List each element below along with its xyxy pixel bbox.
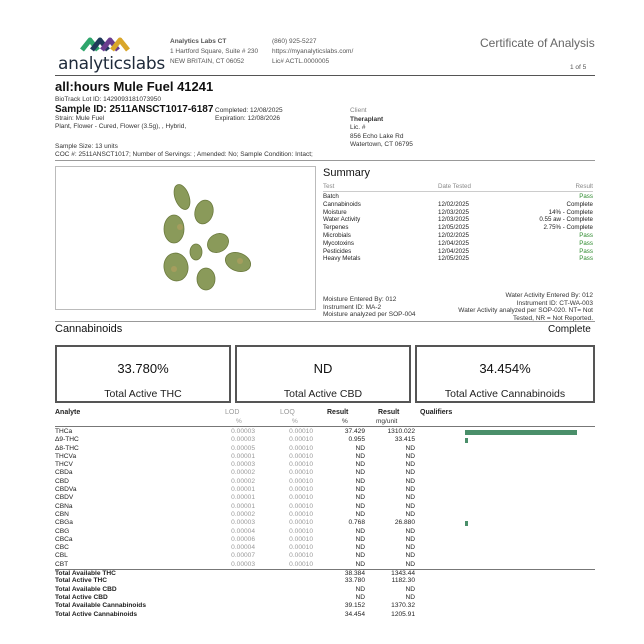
analyte-pct: ND — [355, 535, 365, 543]
analyte-name: CBCa — [55, 535, 73, 543]
summary-test: Water Activity — [323, 216, 361, 224]
strain: Strain: Mule Fuel — [55, 115, 105, 122]
total-cbd-value: ND — [313, 361, 333, 376]
header-divider — [55, 75, 595, 76]
analyte-pct: ND — [355, 452, 365, 460]
summary-date: 12/03/2025 — [438, 208, 469, 216]
total-mg: ND — [405, 593, 415, 601]
summary-test: Moisture — [323, 208, 347, 216]
analyte-lod: 0.00006 — [231, 535, 255, 543]
analyte-bar — [465, 430, 577, 435]
col-loq: LOQ — [280, 409, 295, 416]
summary-date: 12/05/2025 — [438, 224, 469, 232]
product-name: all:hours Mule Fuel 41241 — [55, 79, 214, 94]
total-name: Total Available Cannabinoids — [55, 602, 146, 610]
analyte-lod: 0.00003 — [231, 560, 255, 568]
analyte-loq: 0.00010 — [289, 428, 313, 435]
analyte-row — [55, 519, 595, 527]
empty-cell — [255, 602, 313, 610]
lab-info: Analytics Labs CT 1 Hartford Square, Suite # 230 NEW BRITAIN, CT 06052 — [170, 38, 259, 65]
analyte-table — [55, 428, 595, 619]
analyte-row — [55, 503, 595, 511]
analyte-lod: 0.00002 — [231, 469, 255, 477]
summary-date: 12/02/2025 — [438, 231, 469, 239]
analyte-mg: ND — [405, 552, 415, 560]
analyte-name: CBGa — [55, 519, 73, 527]
analyte-lod: 0.00004 — [231, 544, 255, 552]
summary-row — [323, 193, 593, 201]
analyte-row — [55, 486, 595, 494]
total-mg: 1370.32 — [391, 602, 415, 610]
total-pct: 34.454 — [344, 610, 365, 618]
summary-result: Pass — [579, 231, 593, 239]
total-pct: ND — [355, 593, 365, 601]
empty-cell — [255, 611, 313, 619]
empty-cell — [195, 577, 255, 585]
analyte-pct: 37.429 — [344, 428, 365, 435]
total-cannabinoids-box — [415, 345, 595, 403]
analyte-pct: 0.768 — [348, 519, 365, 527]
analyte-lod: 0.00001 — [231, 486, 255, 494]
summary-result: Pass — [579, 193, 593, 200]
unit-mg: mg/unit — [376, 418, 398, 425]
analyte-pct: ND — [355, 560, 365, 568]
total-cannabinoids-label: Total Active Cannabinoids — [444, 388, 566, 400]
analyte-row — [55, 552, 595, 560]
analyte-mg: ND — [405, 535, 415, 543]
analyte-pct: 0.955 — [348, 436, 365, 444]
analyte-lod: 0.00002 — [231, 477, 255, 485]
analyte-pct: ND — [355, 486, 365, 494]
analyte-mg: 33.415 — [394, 436, 415, 444]
analyte-name: Δ8-THC — [55, 444, 79, 452]
analyte-loq: 0.00010 — [289, 469, 313, 477]
total-cannabinoids-value: 34.454% — [479, 361, 531, 376]
analyte-loq: 0.00010 — [289, 544, 313, 552]
analyte-loq: 0.00010 — [289, 560, 313, 568]
moisture-note: Moisture Entered By: 012 Instrument ID: MA-2 Moisture analyzed per SOP-004 — [323, 296, 416, 318]
analyte-name: CBD — [55, 477, 69, 485]
analyte-row — [55, 436, 595, 444]
water-activity-note: Water Activity Entered By: 012 Instrument ID: CT-WA-003 Water Activity analyzed per SOP-020. NT= Not Tested, NR = Not Reported. — [458, 292, 593, 322]
analyte-pct: ND — [355, 527, 365, 535]
empty-cell — [255, 594, 313, 602]
total-row — [55, 594, 595, 602]
analyte-loq: 0.00010 — [289, 535, 313, 543]
summary-row — [323, 201, 593, 209]
analyte-pct: ND — [355, 469, 365, 477]
analyte-mg: ND — [405, 544, 415, 552]
summary-result: Pass — [579, 239, 593, 247]
total-name: Total Active THC — [55, 577, 108, 585]
analyte-mg: 1310.022 — [387, 428, 415, 435]
analyte-pct: ND — [355, 494, 365, 502]
analyte-loq: 0.00010 — [289, 494, 313, 502]
empty-cell — [195, 586, 255, 594]
analyte-row — [55, 461, 595, 469]
empty-cell — [255, 586, 313, 594]
analyte-bar — [465, 438, 468, 443]
summary-result: 14% - Complete — [548, 208, 593, 216]
analyte-mg: ND — [405, 527, 415, 535]
summary-result: Complete — [566, 200, 593, 208]
analyte-lod: 0.00002 — [231, 510, 255, 518]
analyte-name: CBDV — [55, 494, 74, 502]
unit-lod: % — [236, 418, 242, 425]
analyte-lod: 0.00003 — [231, 461, 255, 469]
analyte-mg: ND — [405, 469, 415, 477]
total-row — [55, 611, 595, 619]
analyte-loq: 0.00010 — [289, 436, 313, 444]
section-divider — [55, 321, 595, 322]
analyte-loq: 0.00010 — [289, 552, 313, 560]
empty-cell — [195, 611, 255, 619]
summary-test: Batch — [323, 193, 339, 200]
analyte-row — [55, 544, 595, 552]
total-row — [55, 586, 595, 594]
analyte-loq: 0.00010 — [289, 486, 313, 494]
analyte-row — [55, 428, 595, 436]
analyte-name: THCa — [55, 428, 73, 435]
analyte-mg: ND — [405, 486, 415, 494]
total-name: Total Active CBD — [55, 593, 108, 601]
product-type: Plant, Flower - Cured, Flower (3.5g), , Hybrid, — [55, 123, 187, 130]
analyte-loq: 0.00010 — [289, 444, 313, 452]
analyte-mg: ND — [405, 502, 415, 510]
analyte-mg: ND — [405, 494, 415, 502]
analyte-pct: ND — [355, 502, 365, 510]
product-divider — [55, 160, 595, 161]
summary-header: Test Date Tested Result — [323, 183, 593, 190]
col-result-pct: Result — [327, 409, 349, 416]
summary-result: 2.75% - Complete — [543, 224, 593, 232]
summary-result: Pass — [579, 247, 593, 255]
analyte-row — [55, 536, 595, 544]
logo-text: analyticslabs — [58, 54, 165, 74]
total-row — [55, 602, 595, 610]
total-row — [55, 577, 595, 585]
summary-title: Summary — [323, 167, 371, 179]
analyte-loq: 0.00010 — [289, 477, 313, 485]
completed-date: Completed: 12/08/2025 — [215, 107, 283, 114]
analyte-row — [55, 445, 595, 453]
total-pct: 38.384 — [344, 570, 365, 578]
summary-row — [323, 240, 593, 248]
analyte-mg: ND — [405, 477, 415, 485]
coc-info: COC #: 2511ANSCT1017; Number of Servings: ; Amended: No; Sample Condition: Intact; — [55, 151, 313, 158]
analyte-mg: 26.880 — [394, 519, 415, 527]
total-cbd-label: Total Active CBD — [283, 388, 363, 400]
analyte-name: CBDa — [55, 469, 73, 477]
analyte-pct: ND — [355, 477, 365, 485]
document-title: Certificate of Analysis — [480, 36, 595, 50]
summary-test: Mycotoxins — [323, 239, 354, 247]
total-pct: 39.152 — [344, 602, 365, 610]
col-result-mg: Result — [378, 409, 400, 416]
page-number: 1 of 5 — [570, 64, 587, 71]
analyte-lod: 0.00007 — [231, 552, 255, 560]
summary-row — [323, 255, 593, 263]
summary-result: 0.55 aw - Complete — [539, 216, 593, 224]
analyte-lod: 0.00004 — [231, 527, 255, 535]
empty-cell — [195, 602, 255, 610]
summary-date: 12/02/2025 — [438, 200, 469, 208]
analyte-row — [55, 469, 595, 477]
summary-row — [323, 209, 593, 217]
empty-cell — [255, 577, 313, 585]
total-mg: 1343.44 — [391, 570, 415, 578]
analyte-lod: 0.00001 — [231, 452, 255, 460]
summary-test: Cannabinoids — [323, 200, 361, 208]
total-row — [55, 569, 595, 577]
analyte-name: CBNa — [55, 502, 73, 510]
total-name: Total Active Cannabinoids — [55, 610, 138, 618]
analyte-mg: ND — [405, 510, 415, 518]
analyte-lod: 0.00003 — [231, 436, 255, 444]
analyte-name: CBG — [55, 527, 70, 535]
total-name: Total Available CBD — [55, 585, 117, 593]
summary-row — [323, 232, 593, 240]
analyte-loq: 0.00010 — [289, 452, 313, 460]
sample-size: Sample Size: 13 units — [55, 143, 118, 150]
cannabinoids-title: Cannabinoids — [55, 323, 123, 335]
total-thc-box — [55, 345, 231, 403]
analyte-name: CBC — [55, 544, 69, 552]
total-cbd-box — [235, 345, 411, 403]
summary-date: 12/05/2025 — [438, 255, 469, 263]
analyte-mg: ND — [405, 452, 415, 460]
summary-table — [323, 182, 593, 263]
analyte-pct: ND — [355, 444, 365, 452]
total-thc-value: 33.780% — [117, 361, 169, 376]
col-lod: LOD — [225, 409, 240, 416]
summary-test: Heavy Metals — [323, 255, 361, 263]
summary-test: Microbials — [323, 231, 351, 239]
analyte-loq: 0.00010 — [289, 527, 313, 535]
summary-row — [323, 216, 593, 224]
analyte-name: Δ9-THC — [55, 436, 79, 444]
product-image — [55, 166, 316, 310]
analyte-bar — [465, 521, 468, 526]
unit-pct: % — [342, 418, 348, 425]
analyte-row — [55, 453, 595, 461]
analyte-name: CBT — [55, 560, 69, 568]
analyte-row — [55, 528, 595, 536]
analyte-name: THCVa — [55, 452, 77, 460]
lab-contact: (860) 925-5227 https://myanalyticslabs.com/ Lic# ACTL.0000005 — [272, 38, 354, 65]
analyte-mg: ND — [405, 560, 415, 568]
col-qualifiers: Qualifiers — [420, 409, 453, 416]
analyte-mg: ND — [405, 444, 415, 452]
table-header-divider — [55, 426, 595, 427]
total-pct: 33.780 — [344, 577, 365, 585]
summary-test: Pesticides — [323, 247, 352, 255]
summary-row — [323, 248, 593, 256]
client-info: Client Theraplant Lic. # 856 Echo Lake Rd Watertown, CT 06795 — [350, 107, 413, 148]
analyte-pct: ND — [355, 544, 365, 552]
analyte-loq: 0.00010 — [289, 461, 313, 469]
summary-row — [323, 224, 593, 232]
summary-result: Pass — [579, 255, 593, 263]
summary-date: 12/03/2025 — [438, 216, 469, 224]
analyte-name: CBDVa — [55, 486, 77, 494]
empty-cell — [255, 570, 313, 577]
analyte-lod: 0.00001 — [231, 494, 255, 502]
biotrack-id: BioTrack Lot ID: 1429093181073950 — [55, 96, 162, 103]
analyte-name: CBN — [55, 510, 69, 518]
analyte-pct: ND — [355, 552, 365, 560]
analyte-pct: ND — [355, 461, 365, 469]
analyte-lod: 0.00005 — [231, 444, 255, 452]
analyte-row — [55, 561, 595, 569]
analyte-loq: 0.00010 — [289, 502, 313, 510]
total-thc-label: Total Active THC — [104, 388, 182, 400]
analyte-loq: 0.00010 — [289, 519, 313, 527]
empty-cell — [195, 594, 255, 602]
analyte-lod: 0.00003 — [231, 519, 255, 527]
total-mg: 1205.91 — [391, 610, 415, 618]
summary-date: 12/04/2025 — [438, 247, 469, 255]
expiration-date: Expiration: 12/08/2026 — [215, 115, 281, 122]
analyte-mg: ND — [405, 461, 415, 469]
analyte-pct: ND — [355, 510, 365, 518]
analyte-lod: 0.00001 — [231, 502, 255, 510]
analyte-lod: 0.00003 — [231, 428, 255, 435]
analyte-row — [55, 478, 595, 486]
analyte-name: CBL — [55, 552, 68, 560]
sample-id: Sample ID: 2511ANSCT1017-6187 — [55, 104, 214, 115]
analyte-name: THCV — [55, 461, 73, 469]
summary-test: Terpenes — [323, 224, 349, 232]
cannabinoids-status: Complete — [548, 324, 591, 335]
summary-date: 12/04/2025 — [438, 239, 469, 247]
unit-loq: % — [292, 418, 298, 425]
analyte-loq: 0.00010 — [289, 510, 313, 518]
total-pct: ND — [355, 585, 365, 593]
summary-date — [438, 193, 518, 201]
analyte-row — [55, 494, 595, 502]
total-mg: ND — [405, 585, 415, 593]
total-name: Total Available THC — [55, 570, 116, 578]
analyte-row — [55, 511, 595, 519]
col-analyte: Analyte — [55, 409, 81, 416]
empty-cell — [195, 570, 255, 577]
total-mg: 1182.30 — [391, 577, 415, 585]
